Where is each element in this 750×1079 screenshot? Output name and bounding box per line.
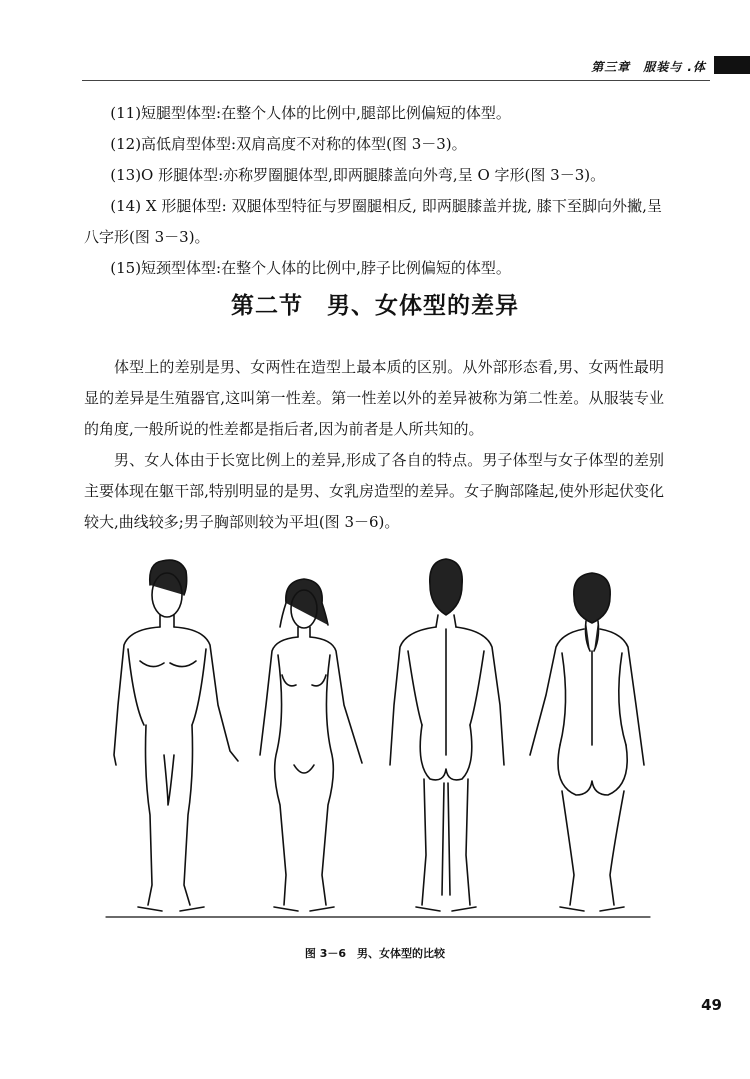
header-rule [82,80,710,81]
list-item: (12)高低肩型体型:双肩高度不对称的体型(图 3－3)。 [110,135,467,153]
body-comparison-figure [100,555,656,925]
page-number: 49 [701,996,722,1014]
body-type-list [84,98,662,284]
list-item: (11)短腿型体型:在整个人体的比例中,腿部比例偏短的体型。 [110,104,511,122]
female-back-figure [530,573,644,911]
header-tab-bar [714,56,750,74]
body-text [84,352,664,538]
running-head [0,56,750,78]
section-heading: 第二节 男、女体型的差异 [231,292,519,319]
figure-illustration [100,555,656,925]
list-item: (15)短颈型体型:在整个人体的比例中,脖子比例偏短的体型。 [110,259,511,277]
running-title: 第三章 服装与 .体 [591,60,706,74]
paragraph: 体型上的差别是男、女两性在造型上最本质的区别。从外部形态看,男、女两性最明显的差异是生殖器官,这叫第一性差。第一性差以外的差异被称为第二性差。从服装专业的角度,一般所说的性差都是指后者,因为前者是人所共知的。 [84,358,664,438]
paragraph: 男、女人体由于长宽比例上的差异,形成了各自的特点。男子体型与女子体型的差别主要体现在躯干部,特别明显的是男、女乳房造型的差异。女子胸部隆起,使外形起伏变化较大,曲线较多;男子胸部则较为平坦(图 3－6)。 [84,451,664,531]
list-item: (13)O 形腿体型:亦称罗圈腿体型,即两腿膝盖向外弯,呈 O 字形(图 3－3)。 [110,166,606,184]
male-front-figure [114,560,238,911]
figure-caption: 图 3－6 男、女体型的比较 [304,947,446,960]
female-front-figure [260,579,362,911]
list-item: (14) X 形腿体型: 双腿体型特征与罗圈腿相反, 即两腿膝盖并拢, 膝下至脚向外撇,呈八字形(图 3－3)。 [84,197,662,246]
male-back-figure [390,559,504,911]
